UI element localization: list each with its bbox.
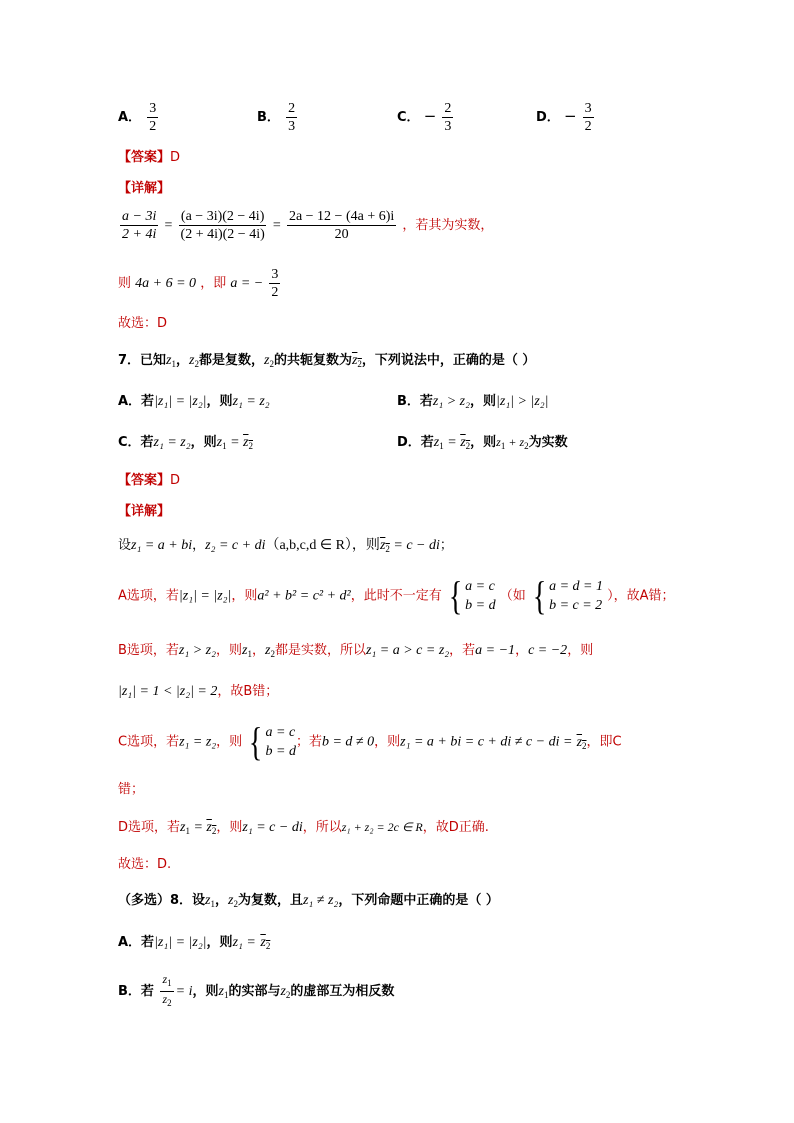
math: = c − di <box>393 538 440 553</box>
fraction: $\frac{2a - 12 - (4a + 6)i}{20}$ <box>288 209 395 242</box>
text: ，则 <box>470 394 497 409</box>
text: ，则 <box>216 643 243 658</box>
q7-detail-c-line2: 错； <box>118 782 145 797</box>
text: ，则 <box>567 643 594 658</box>
answer-tag: 【答案】 <box>118 150 171 165</box>
option-label: A．若 <box>118 394 155 409</box>
math: z₁ > z₂ <box>432 394 470 409</box>
text: 的实部与 <box>228 984 281 999</box>
text: B选项，若 <box>118 643 179 658</box>
text: （a,b,c,d ∈ R），则 <box>265 538 380 553</box>
detail-text: ，若其为实数， <box>402 218 494 233</box>
q6-option-d <box>536 100 596 135</box>
text: 7．已知 <box>118 353 167 368</box>
text: 为复数，且 <box>237 893 303 908</box>
q7-option-a <box>118 390 270 410</box>
text: 都是实数，所以 <box>274 643 366 658</box>
math: z₁ = c − di <box>242 820 303 835</box>
text: ，则 <box>216 734 243 750</box>
text: ，则 <box>192 984 219 999</box>
math: z₁ + z₂ = 2c ∈ R <box>341 820 423 834</box>
math: = i <box>175 984 193 999</box>
option-label: C． <box>397 110 420 125</box>
option-label: B． <box>257 110 280 125</box>
math: z₂ = c + di <box>205 538 266 553</box>
q7-detail-c: C选项，若z₁ = z₂，则 { a = c b = d ；若b = d ≠ 0，则z₁ = a + bi = c + di ≠ c − di = $z_2$，即C <box>118 719 622 764</box>
text: 为实数 <box>528 435 568 450</box>
equation-system: { a = d = 1 b = c = 2 <box>532 573 603 618</box>
text: ，则 <box>206 394 233 409</box>
fraction: $\frac{3}{2}$ <box>149 101 157 134</box>
answer-tag: 【答案】 <box>118 473 171 488</box>
q6-detail-line2 <box>118 266 282 301</box>
q7-option-d: D．若$z_1 = z_2$，则$z_1 + z_2$为实数 <box>397 435 568 451</box>
fraction: $\frac{(a - 3i)(2 - 4i)}{(2 + 4i)(2 - 4i)}$ <box>180 209 265 242</box>
math: |z₁| = 1 < |z₂| = 2 <box>118 684 218 699</box>
text: 的虚部互为相反数 <box>290 984 395 999</box>
text: ，下列说法中，正确的是（ ） <box>361 353 536 368</box>
q7-option-b <box>397 390 549 410</box>
text: ，则 <box>231 588 258 604</box>
option-label: C．若 <box>118 435 154 450</box>
math: z₁ = <box>232 935 256 950</box>
math: |z₁| > |z₂| <box>496 394 549 409</box>
option-label: A．若 <box>118 935 155 950</box>
text: 的共轭复数为 <box>273 353 352 368</box>
option-label: D． <box>536 110 560 125</box>
text: ，则 <box>470 435 497 450</box>
math: |z₁| = |z₂| <box>178 588 232 604</box>
q7-answer <box>118 469 180 488</box>
math: a = − <box>230 276 264 291</box>
q7-stem: 7．已知$z_1$，$z_2$都是复数，$z_2$的共轭复数为$z_2$，下列说法中，正确的是（ ） <box>118 353 536 369</box>
text: ，故D正确. <box>422 820 489 835</box>
q7-detail-b-line2 <box>118 680 278 700</box>
fraction: $\frac{z_1}{z_2}$ <box>162 972 172 1008</box>
q7-detail-tag: 【详解】 <box>118 504 171 519</box>
q7-option-c: C．若z₁ = z₂，则$z_1 = z_2$ <box>118 435 253 451</box>
text: ； <box>439 538 453 553</box>
text: D选项，若 <box>118 820 181 835</box>
text: ，则 <box>190 435 217 450</box>
q7-choose: 故选：D. <box>118 857 172 872</box>
q6-answer <box>118 146 180 165</box>
text: （多选）8．设 <box>118 893 206 908</box>
text: ，故B错； <box>217 684 279 699</box>
q6-option-c <box>397 100 455 135</box>
text: （如 <box>499 588 526 604</box>
math: z₁ = z₂ <box>179 734 217 750</box>
math: a² + b² = c² + d² <box>257 588 351 604</box>
text: ，此时不一定有 <box>350 588 442 604</box>
math: z₁ = z₂ <box>153 435 191 450</box>
text: C选项，若 <box>118 734 180 750</box>
q6-detail-tag: 【详解】 <box>118 181 171 196</box>
option-label: B．若 <box>397 394 433 409</box>
text: 则 <box>118 276 132 291</box>
text: ，下列命题中正确的是（ ） <box>338 893 499 908</box>
q8-option-b: B．若 $\frac{z_1}{z_2}$ = i，则$z_1$的实部与$z_2$的虚部互为相反数 <box>118 972 394 1011</box>
equation-system: { a = c b = d <box>448 573 496 618</box>
math: b = d ≠ 0 <box>321 734 375 750</box>
text: ，所以 <box>302 820 342 835</box>
q7-detail-a <box>118 573 675 618</box>
q8-option-a: A．若|z₁| = |z₂|，则$z_1 = z_2$ <box>118 935 271 951</box>
text: ），故A错； <box>607 588 675 604</box>
option-label: B．若 <box>118 984 154 999</box>
q7-detail-set: 设z₁ = a + bi，z₂ = c + di（a,b,c,d ∈ R），则$z_2 = c$ − di； <box>118 538 453 554</box>
q6-option-b <box>257 100 299 135</box>
sign: − <box>423 107 437 125</box>
q6-detail-equation: $\frac{a - 3i}{2 + 4i}$ = $\frac{(a - 3i)(2 - 4i)}{(2 + 4i)(2 - 4i)}$ = $\frac{2a - 12 - (4a + 6)i}{20}$ ，若其为实数， <box>122 209 494 242</box>
math: 4a + 6 = 0 <box>135 276 197 291</box>
text: ， <box>215 893 229 908</box>
q7-detail-d: D选项，若$z_1 = z_2$，则z₁ = c − di，所以z₁ + z₂ = 2c ∈ R，故D正确. <box>118 820 489 836</box>
fraction: $\frac{2}{3}$ <box>288 101 296 134</box>
text: ，则 <box>206 935 233 950</box>
math: a = −1 <box>475 643 516 658</box>
q6-choose: 故选：D <box>118 316 168 331</box>
text: ，即 <box>200 276 227 291</box>
fraction: $\frac{3}{2}$ <box>584 101 592 134</box>
text: ，则 <box>374 734 401 750</box>
q6-option-a <box>118 100 160 135</box>
q8-stem: （多选）8．设$z_1$，$z_2$为复数，且z₁ ≠ z₂，下列命题中正确的是（ ） <box>118 893 499 909</box>
math: z₁ ≠ z₂ <box>302 893 339 908</box>
math: z₁ = a > c = z₂ <box>365 643 450 658</box>
option-label: A． <box>118 110 142 125</box>
fraction: $\frac{3}{2}$ <box>271 267 279 300</box>
math: z₁ = a + bi = c + di ≠ c − di = <box>400 734 573 750</box>
math: |z₁| = |z₂| <box>154 935 207 950</box>
option-label: D．若 <box>397 435 434 450</box>
math: |z₁| = |z₂| <box>154 394 207 409</box>
math: c = −2 <box>528 643 568 658</box>
math: z₁ = a + bi <box>131 538 193 553</box>
math: z₁ > z₂ <box>178 643 216 658</box>
fraction: $\frac{2}{3}$ <box>444 101 452 134</box>
answer-value: D <box>170 473 181 488</box>
equation-system: { a = c b = d <box>249 719 296 764</box>
text: 都是复数， <box>198 353 264 368</box>
math: z₁ = z₂ <box>232 394 270 409</box>
text: 设 <box>118 538 132 553</box>
answer-value: D <box>170 150 181 165</box>
text: ；若 <box>295 734 322 750</box>
q7-detail-b: B选项，若z₁ > z₂，则$z_1$，$z_2$都是实数，所以z₁ = a > c = z₂，若a = −1，c = −2，则 <box>118 643 594 659</box>
text: ，则 <box>216 820 243 835</box>
text: ，若 <box>449 643 476 658</box>
fraction: $\frac{a - 3i}{2 + 4i}$ <box>122 209 157 242</box>
text: ，即C <box>586 734 622 750</box>
text: ， <box>176 353 190 368</box>
sign: − <box>563 107 577 125</box>
text: A选项，若 <box>118 588 179 604</box>
